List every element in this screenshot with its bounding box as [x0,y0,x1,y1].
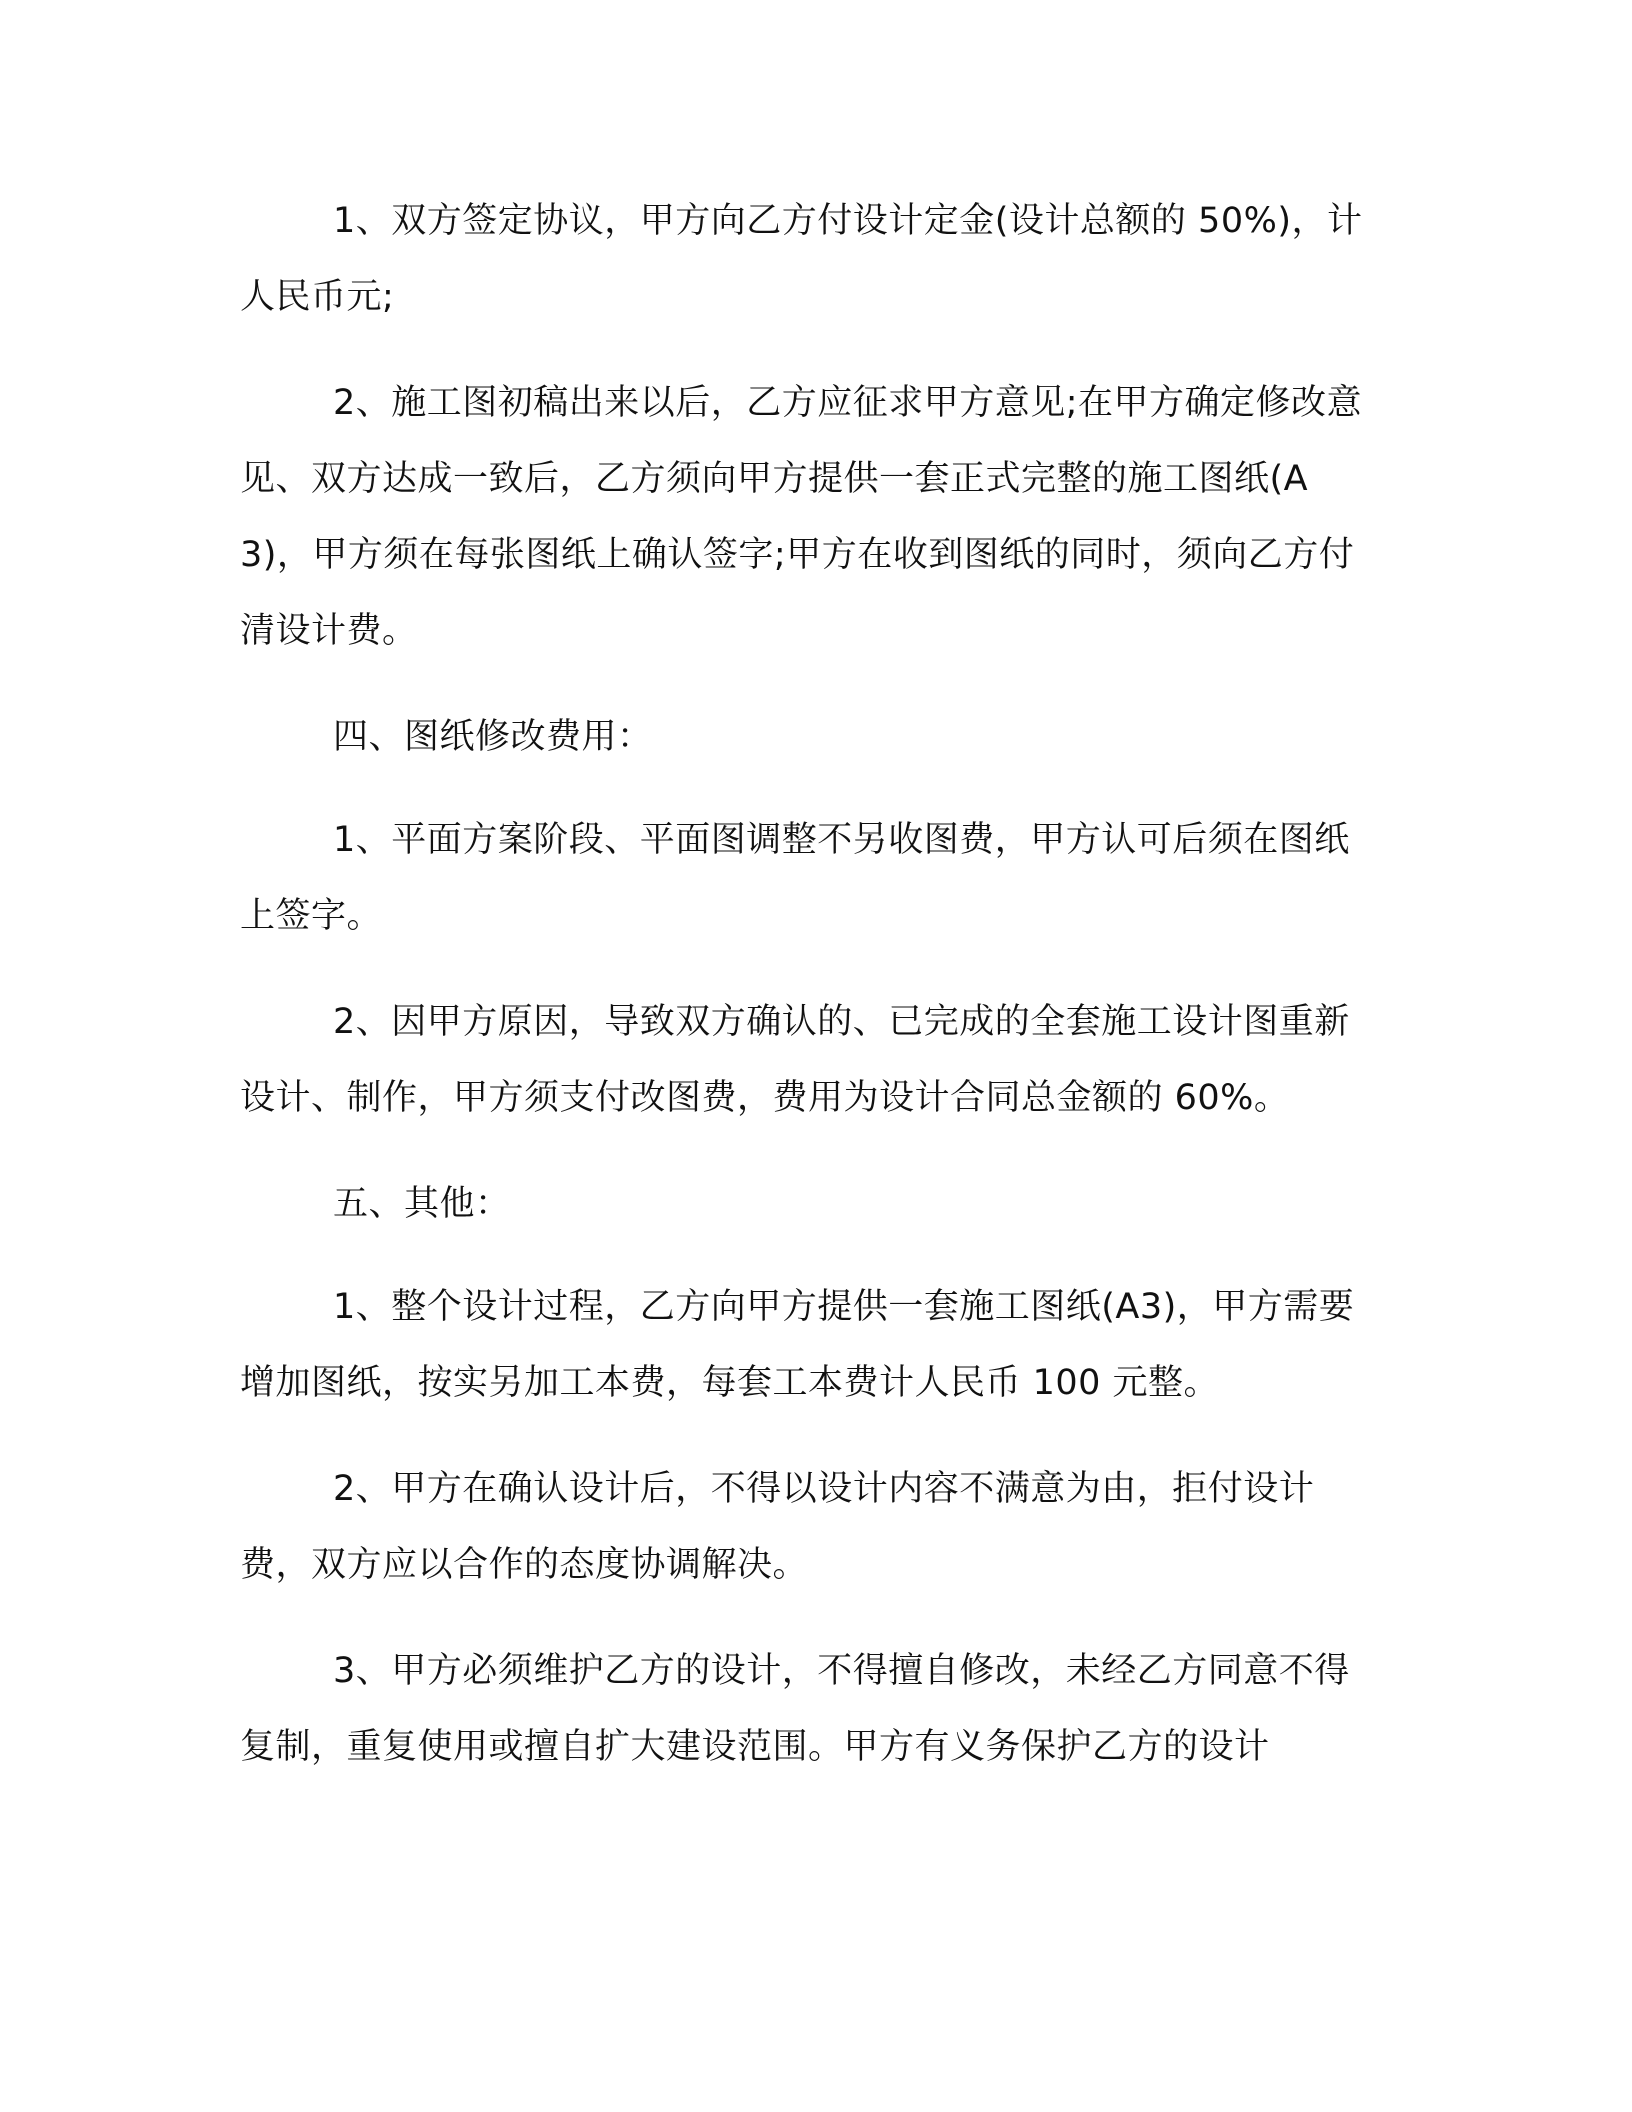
paragraph-extra-drawings: 1、整个设计过程，乙方向甲方提供一套施工图纸(A3)，甲方需要增加图纸，按实另加工本费，每套工本费计人民币 100 元整。 [240,1287,1355,1403]
paragraph-no-refusal: 2、甲方在确认设计后，不得以设计内容不满意为由，拒付设计费，双方应以合作的态度协调解决。 [240,1469,1315,1585]
paragraph-design-protection: 3、甲方必须维护乙方的设计，不得擅自修改，未经乙方同意不得复制，重复使用或擅自扩大建设范围。甲方有义务保护乙方的设计 [240,1651,1350,1767]
section-heading-other: 五、其他： [333,1184,511,1224]
paragraph-redesign-fee: 2、因甲方原因，导致双方确认的、已完成的全套施工设计图重新设计、制作，甲方须支付改图费，费用为设计合同总金额的 60%。 [240,1002,1350,1118]
section-heading-drawing-revision-fees: 四、图纸修改费用： [333,717,653,757]
paragraph-payment-deposit: 1、双方签定协议，甲方向乙方付设计定金(设计总额的 50%)，计人民币元; [240,201,1363,317]
paragraph-construction-drawings: 2、施工图初稿出来以后，乙方应征求甲方意见;在甲方确定修改意见、双方达成一致后，乙方须向甲方提供一套正式完整的施工图纸(A3)，甲方须在每张图纸上确认签字;甲方在收到图纸的同时，须向乙方付清设计费。 [240,383,1363,651]
document-body [240,183,1370,1815]
paragraph-plan-adjustment: 1、平面方案阶段、平面图调整不另收图费，甲方认可后须在图纸上签字。 [240,820,1350,936]
